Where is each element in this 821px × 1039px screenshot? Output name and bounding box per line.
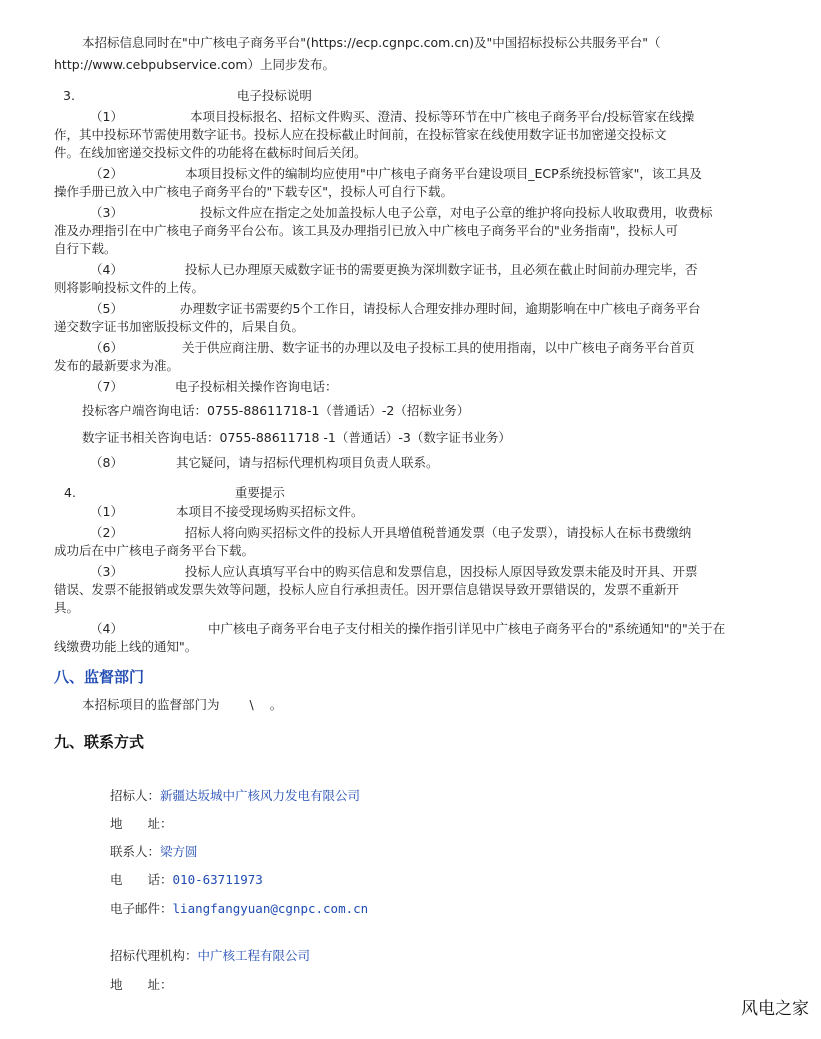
item-text: 本项目投标文件的编制均应使用"中广核电子商务平台建设项目_ECP系统投标管家"，该工具及 [185, 166, 702, 181]
item-text: 本项目投标报名、招标文件购买、澄清、投标等环节在中广核电子商务平台/投标管家在线操 [190, 109, 695, 124]
contact-label: 地 址： [110, 977, 173, 992]
tenderer-name: 新疆达坂城中广核风力发电有限公司 [160, 788, 361, 803]
phone-value: 010-63711973 [172, 872, 263, 887]
section-title: 重要提示 [234, 485, 285, 500]
hotline-client: 投标客户端咨询电话：0755-88611718-1（普通话）-2（招标业务） [82, 403, 470, 418]
agency-name: 中广核工程有限公司 [197, 948, 311, 963]
item-number: （6） [90, 340, 123, 355]
item-text: 中广核电子商务平台电子支付相关的操作指引详见中广核电子商务平台的"系统通知"的"关于在 [208, 621, 726, 636]
item-text: 招标人将向购买招标文件的投标人开具增值税普通发票（电子发票），请投标人在标书费缴纳 [185, 525, 692, 540]
intro-line-1: 本招标信息同时在"中广核电子商务平台"(https://ecp.cgnpc.com.cn)及"中国招标投标公共服务平台"（ [82, 35, 661, 50]
contact-label: 招标代理机构： [110, 948, 198, 963]
section-title: 电子投标说明 [236, 88, 312, 103]
contact-agency-address [110, 975, 173, 994]
contact-label: 联系人： [110, 844, 161, 859]
item-4-3-cont: 错误、发票不能报销或发票失效等问题，投标人应自行承担责任。因开票信息错误导致开票错误的，发票不重新开 [54, 582, 680, 597]
item-3-3-cont: 自行下载。 [54, 241, 117, 256]
item-3-4-cont: 则将影响投标文件的上传。 [54, 280, 205, 295]
item-4-3-cont: 具。 [54, 600, 80, 615]
item-number: （2） [90, 166, 123, 181]
item-3-6-cont: 发布的最新要求为准。 [54, 358, 180, 373]
item-number: （3） [90, 205, 123, 220]
item-text: 电子投标相关操作咨询电话： [175, 379, 338, 394]
item-text: 本项目不接受现场购买招标文件。 [176, 504, 364, 519]
item-3-2-cont: 操作手册已放入中广核电子商务平台的"下载专区"，投标人可自行下载。 [54, 184, 454, 199]
item-text: 其它疑问，请与招标代理机构项目负责人联系。 [176, 455, 439, 470]
item-number: （8） [90, 455, 123, 470]
item-number: （4） [90, 262, 123, 277]
item-text: 投标人应认真填写平台中的购买信息和发票信息，因投标人原因导致发票未能及时开具、开票 [185, 564, 698, 579]
intro-line-2: http://www.cebpubservice.com）上同步发布。 [54, 57, 336, 72]
item-3-3-cont: 准及办理指引在中广核电子商务平台公布。该工具及办理指引已放入中广核电子商务平台的"业务指南"，投标人可 [54, 223, 679, 238]
item-number: （5） [90, 301, 123, 316]
item-3-3 [90, 203, 713, 222]
item-number: （4） [90, 621, 123, 636]
item-3-2 [90, 164, 702, 183]
supervision-value: \ [249, 697, 254, 712]
item-3-4 [90, 260, 698, 279]
contact-label: 电 话： [110, 872, 173, 887]
item-number: （3） [90, 564, 123, 579]
item-text: 投标文件应在指定之处加盖投标人电子公章，对电子公章的维护将向投标人收取费用，收费标 [200, 205, 713, 220]
item-4-2 [90, 523, 691, 542]
item-3-1 [90, 107, 694, 126]
contact-tenderer [110, 786, 360, 805]
section-number: 4. [64, 485, 76, 500]
item-3-6 [90, 338, 695, 357]
contact-email [110, 899, 368, 918]
heading-contact: 九、联系方式 [54, 733, 145, 751]
contact-label: 招标人： [110, 788, 161, 803]
item-number: （1） [90, 504, 123, 519]
supervision-label: 本招标项目的监督部门为 [82, 697, 220, 712]
person-name: 梁方圆 [160, 844, 198, 859]
contact-person [110, 842, 198, 861]
hotline-certificate: 数字证书相关咨询电话：0755-88611718 -1（普通话）-3（数字证书业务） [82, 430, 511, 445]
item-3-1-cont: 作，其中投标环节需使用数字证书。投标人应在投标截止时间前，在投标管家在线使用数字证书加密递交投标文 [54, 127, 667, 142]
contact-address [110, 814, 173, 833]
heading-supervision: 八、监督部门 [54, 668, 145, 686]
section-4-heading [64, 483, 285, 502]
item-3-7 [90, 377, 338, 396]
item-3-5 [90, 299, 700, 318]
item-3-5-cont: 递交数字证书加密版投标文件的，后果自负。 [54, 319, 305, 334]
item-number: （7） [90, 379, 123, 394]
item-4-4-cont: 线缴费功能上线的通知"。 [54, 639, 198, 654]
item-text: 投标人已办理原天威数字证书的需要更换为深圳数字证书，且必须在截止时间前办理完毕，否 [185, 262, 698, 277]
item-4-3 [90, 562, 698, 581]
supervision-line [82, 695, 282, 714]
item-4-1 [90, 502, 364, 521]
email-link[interactable]: liangfangyuan@cgnpc.com.cn [172, 901, 369, 916]
item-text: 办理数字证书需要约5个工作日，请投标人合理安排办理时间，逾期影响在中广核电子商务平台 [180, 301, 701, 316]
contact-label: 地 址： [110, 816, 173, 831]
item-text: 关于供应商注册、数字证书的办理以及电子投标工具的使用指南，以中广核电子商务平台首页 [182, 340, 695, 355]
item-3-1-cont: 件。在线加密递交投标文件的功能将在截标时间后关闭。 [54, 145, 367, 160]
item-4-2-cont: 成功后在中广核电子商务平台下载。 [54, 543, 255, 558]
item-4-4 [90, 619, 725, 638]
watermark: 风电之家 [741, 999, 809, 1019]
contact-phone [110, 870, 263, 889]
item-3-8 [90, 453, 439, 472]
item-number: （1） [90, 109, 123, 124]
section-3-heading [63, 86, 312, 105]
item-number: （2） [90, 525, 123, 540]
contact-agency [110, 946, 310, 965]
contact-label: 电子邮件： [110, 901, 173, 916]
section-number: 3. [63, 88, 75, 103]
supervision-end: 。 [269, 697, 283, 712]
